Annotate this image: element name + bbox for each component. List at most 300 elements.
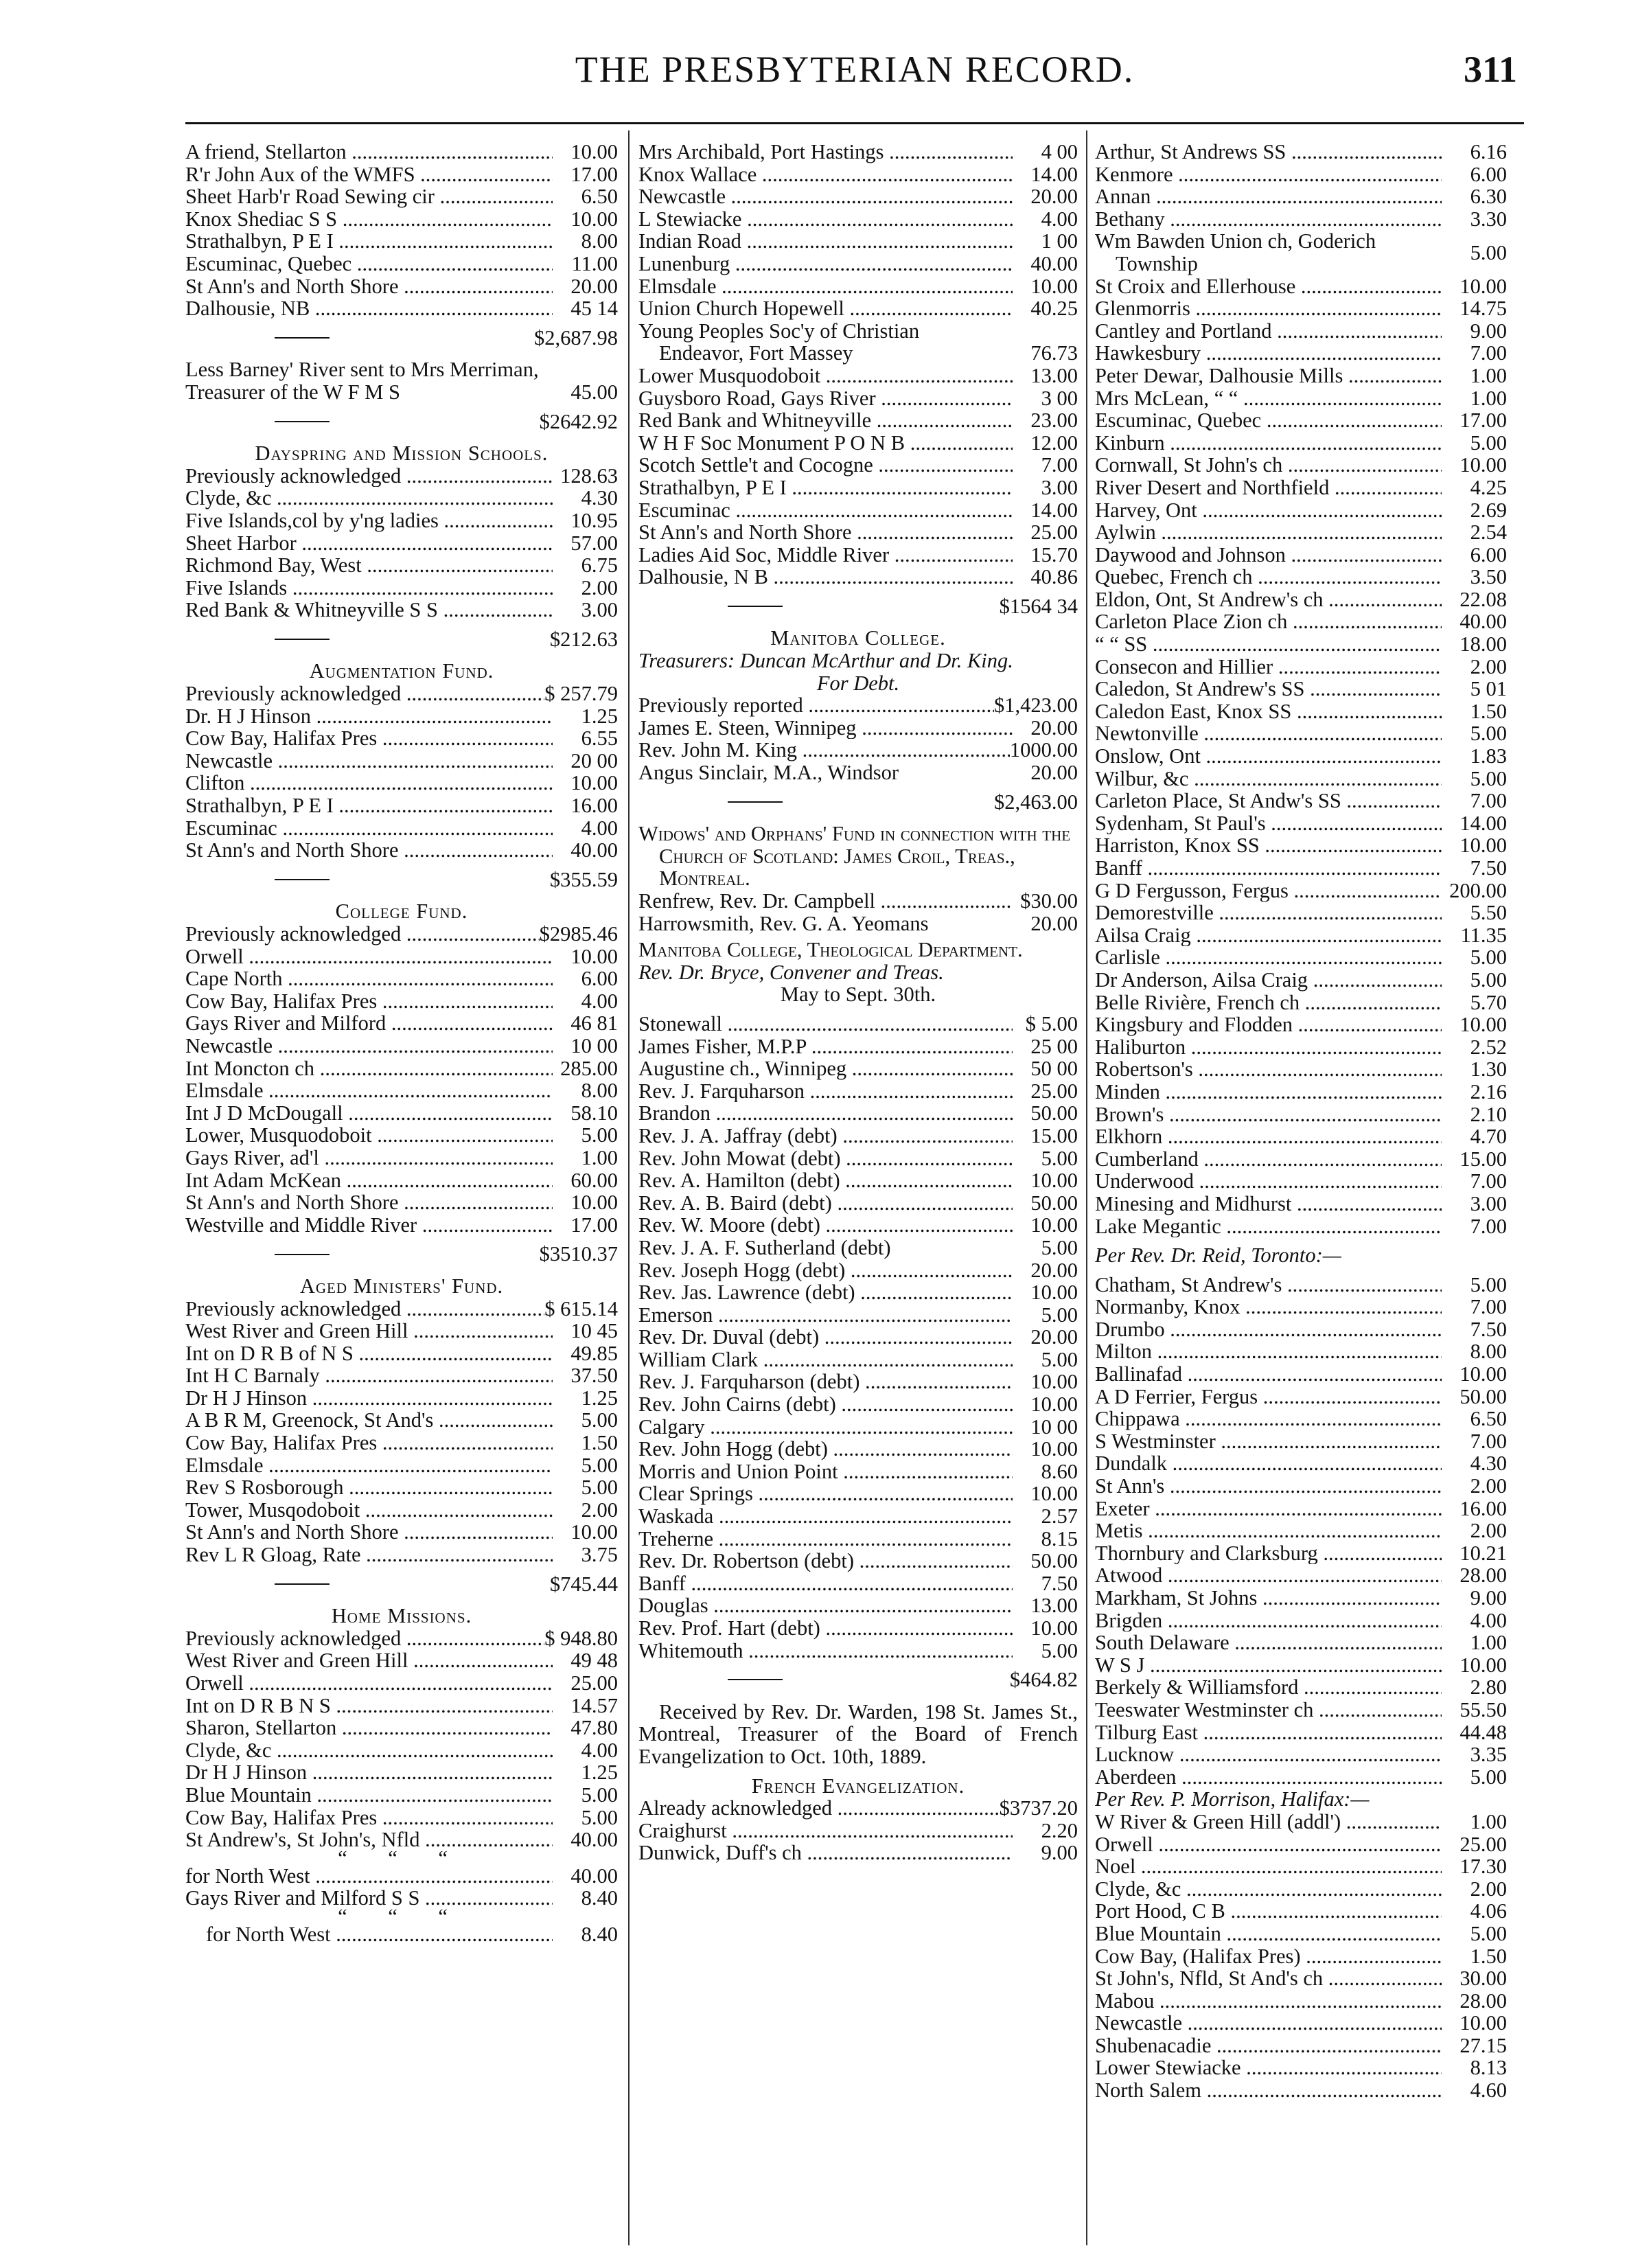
list-item bbox=[185, 1364, 618, 1387]
entry-name: Quebec, French ch ..... bbox=[1095, 566, 1442, 588]
entry-name: Clifton ..... bbox=[185, 772, 553, 794]
entry-name: Orwell ..... bbox=[185, 1672, 553, 1695]
list-item bbox=[1095, 342, 1507, 365]
entry-name: Gays River, ad'l ..... bbox=[185, 1147, 553, 1169]
entry-name: Harvey, Ont ..... bbox=[1095, 499, 1442, 522]
list-item bbox=[638, 1528, 1078, 1550]
page-header bbox=[185, 48, 1524, 96]
entry-amount: 5.50 bbox=[1470, 901, 1507, 925]
section-heading: Manitoba College. bbox=[770, 626, 946, 650]
section-heading: Per Rev. Dr. Reid, Toronto:— bbox=[1095, 1244, 1341, 1268]
entry-name: Gays River and Milford S S ..... bbox=[185, 1887, 553, 1910]
list-item bbox=[1095, 521, 1507, 544]
entry-amount: 5.00 bbox=[1470, 1765, 1507, 1789]
entry-name: Augustine ch., Winnipeg ..... bbox=[638, 1057, 1013, 1080]
entry-name: Sheet Harb'r Road Sewing cir ..... bbox=[185, 185, 553, 208]
entry-name: Dr H J Hinson ..... bbox=[185, 1387, 553, 1410]
entry-amount: 1.25 bbox=[581, 704, 618, 728]
entry-amount: 7.50 bbox=[1470, 856, 1507, 880]
entry-amount: $ 257.79 bbox=[544, 682, 618, 706]
entry-amount: 10.21 bbox=[1459, 1541, 1507, 1565]
entry-amount: 5.00 bbox=[1041, 1638, 1078, 1662]
entry-name: Calgary ..... bbox=[638, 1416, 1013, 1439]
list-item bbox=[1095, 141, 1507, 163]
list-item bbox=[1095, 297, 1507, 320]
list-item: Renfrew, Rev. Dr. Campbell ..... $30.00 bbox=[638, 890, 1078, 913]
list-item bbox=[185, 297, 618, 320]
list-item bbox=[1095, 1676, 1507, 1699]
entry-name: Dalhousie, NB ..... bbox=[185, 297, 553, 320]
list-item bbox=[1095, 1945, 1507, 1968]
entry-name: Consecon and Hillier ..... bbox=[1095, 656, 1442, 678]
entry-amount: 20.00 bbox=[570, 274, 618, 298]
entry-amount: 1.50 bbox=[1470, 699, 1507, 723]
entry-name: Int H C Barnaly ..... bbox=[185, 1364, 553, 1387]
entry-amount: 8.60 bbox=[1041, 1459, 1078, 1483]
list-section bbox=[185, 141, 618, 320]
list-item bbox=[638, 1438, 1078, 1461]
list-item bbox=[638, 1371, 1078, 1393]
entry-amount: 2.00 bbox=[581, 1498, 618, 1522]
entry-amount: 5.00 bbox=[581, 1123, 618, 1147]
entry-name: River Desert and Northfield ..... bbox=[1095, 477, 1442, 499]
entry-amount: 20 00 bbox=[570, 748, 618, 772]
entry-name: Lake Megantic ..... bbox=[1095, 1215, 1442, 1238]
entry-amount: 50.00 bbox=[1459, 1384, 1507, 1408]
column-2 bbox=[638, 141, 1078, 2242]
entry-name: West River and Green Hill ..... bbox=[185, 1320, 553, 1342]
section-total: $355.59 bbox=[185, 869, 618, 891]
entry-name: Cornwall, St John's ch ..... bbox=[1095, 454, 1442, 477]
section-total: $745.44 bbox=[185, 1573, 618, 1596]
section-heading: French Evangelization. bbox=[751, 1774, 965, 1798]
list-item bbox=[185, 253, 618, 275]
list-item bbox=[638, 1304, 1078, 1327]
entry-amount: 7.00 bbox=[1041, 453, 1078, 477]
list-item bbox=[1095, 1833, 1507, 1856]
entry-name: Rev. Dr. Robertson (debt) ..... bbox=[638, 1550, 1013, 1572]
list-item bbox=[638, 739, 1078, 761]
list-item bbox=[1095, 1408, 1507, 1430]
list-item: Angus Sinclair, M.A., Windsor 20.00 bbox=[638, 761, 1078, 785]
list-item bbox=[185, 1012, 618, 1035]
list-item bbox=[1095, 1654, 1507, 1677]
list-item bbox=[185, 839, 618, 862]
list-item bbox=[1095, 834, 1507, 857]
entry-name: Sheet Harbor ..... bbox=[185, 532, 553, 555]
entry-name: Annan ..... bbox=[1095, 185, 1442, 208]
list-item bbox=[638, 1505, 1078, 1528]
entry-amount: 7.00 bbox=[1470, 1429, 1507, 1453]
entry-amount: 10.00 bbox=[570, 944, 618, 968]
list-item bbox=[185, 1079, 618, 1102]
entry-amount: 40.00 bbox=[570, 838, 618, 862]
list-item bbox=[1095, 1967, 1507, 1990]
entry-name: St Croix and Ellerhouse ..... bbox=[1095, 275, 1442, 298]
entry-name: Robertson's ..... bbox=[1095, 1058, 1442, 1081]
entry-name: Rev. J. Farquharson (debt) ..... bbox=[638, 1371, 1013, 1393]
list-item bbox=[638, 208, 1078, 231]
entry-name: Brown's ..... bbox=[1095, 1103, 1442, 1126]
entry-name: Demorestville ..... bbox=[1095, 902, 1442, 924]
entry-name: Newcastle ..... bbox=[638, 185, 1013, 208]
list-item bbox=[638, 1594, 1078, 1617]
entry-amount: 44.48 bbox=[1459, 1720, 1507, 1744]
list-item bbox=[638, 1102, 1078, 1125]
list-item bbox=[1095, 902, 1507, 924]
entry-amount: 10 00 bbox=[1030, 1414, 1078, 1439]
list-item bbox=[1095, 1363, 1507, 1386]
list-item bbox=[1095, 1340, 1507, 1363]
entry-name: Rev. A. Hamilton (debt) ..... bbox=[638, 1169, 1013, 1192]
list-item bbox=[185, 1476, 618, 1499]
list-section bbox=[638, 1259, 1078, 1662]
entry-name: Kingsbury and Flodden ..... bbox=[1095, 1013, 1442, 1036]
list-item bbox=[638, 387, 1078, 410]
list-item bbox=[1095, 1631, 1507, 1654]
entry-name: Port Hood, C B ..... bbox=[1095, 1900, 1442, 1923]
list-item bbox=[185, 1035, 618, 1057]
entry-amount: 30.00 bbox=[1459, 1967, 1507, 1991]
list-item bbox=[185, 1387, 618, 1410]
entry-amount: 10.00 bbox=[1030, 1482, 1078, 1506]
entry-amount: 10.00 bbox=[1030, 1281, 1078, 1305]
entry-amount: 4 00 bbox=[1041, 141, 1078, 163]
entry-name: W H F Soc Monument P O N B ..... bbox=[638, 432, 1013, 455]
entry-amount: 5.00 bbox=[581, 1783, 618, 1807]
list-item bbox=[1095, 678, 1507, 700]
entry-amount: 3.30 bbox=[1470, 207, 1507, 231]
entry-name: Daywood and Johnson ..... bbox=[1095, 544, 1442, 566]
list-item bbox=[1095, 1811, 1507, 1833]
entry-amount: 60.00 bbox=[570, 1168, 618, 1192]
entry-name: Previously acknowledged ..... bbox=[185, 1627, 544, 1650]
entry-amount: 5.00 bbox=[1470, 1921, 1507, 1945]
entry-name: Escuminac, Quebec ..... bbox=[185, 253, 553, 275]
entry-name: Thornbury and Clarksburg ..... bbox=[1095, 1542, 1442, 1565]
note-paragraph: Received by Rev. Dr. Warden, 198 St. James St., Montreal, Treasurer of the Board of French Evangelization to Oct. 10th, 1889. bbox=[638, 1699, 1078, 1768]
entry-amount: 45 14 bbox=[570, 297, 618, 321]
entry-amount: 2.00 bbox=[1470, 654, 1507, 678]
entry-amount: 5.00 bbox=[1470, 946, 1507, 970]
entry-name: West River and Green Hill ..... bbox=[185, 1649, 553, 1672]
entry-name: Rev. John Hogg (debt) ..... bbox=[638, 1438, 1013, 1461]
entry-amount: 18.00 bbox=[1459, 632, 1507, 656]
entry-amount: $1,423.00 bbox=[994, 694, 1078, 718]
list-item bbox=[1095, 1386, 1507, 1408]
entry-name: Red Bank & Whitneyville S S ..... bbox=[185, 599, 553, 621]
entry-name: “ “ SS ..... bbox=[1095, 633, 1442, 656]
entry-name: Already acknowledged ..... bbox=[638, 1797, 1000, 1820]
entry-amount: 17.00 bbox=[570, 1213, 618, 1237]
entry-amount: 1.00 bbox=[1470, 386, 1507, 410]
entry-name: Caledon, St Andrew's SS ..... bbox=[1095, 678, 1442, 700]
list-item bbox=[1095, 1743, 1507, 1766]
entry-amount: 5.70 bbox=[1470, 990, 1507, 1014]
list-item bbox=[638, 230, 1078, 253]
list-section bbox=[1095, 275, 1507, 1238]
entry-name: Exeter ..... bbox=[1095, 1498, 1442, 1520]
entry-amount: $ 5.00 bbox=[1025, 1011, 1078, 1035]
list-item bbox=[1095, 185, 1507, 208]
entry-name: Emerson ..... bbox=[638, 1304, 1013, 1327]
entry-name: Eldon, Ont, St Andrew's ch ..... bbox=[1095, 588, 1442, 611]
entry-name: Aberdeen ..... bbox=[1095, 1766, 1442, 1789]
list-item bbox=[185, 208, 618, 231]
list-item bbox=[1095, 1170, 1507, 1193]
list-item bbox=[185, 1320, 618, 1342]
entry-amount: 17.00 bbox=[1459, 409, 1507, 433]
entry-amount: 2.54 bbox=[1470, 520, 1507, 545]
entry-amount: 14.00 bbox=[1459, 811, 1507, 835]
entry-name: Chatham, St Andrew's ..... bbox=[1095, 1274, 1442, 1296]
list-item bbox=[1095, 745, 1507, 768]
entry-amount: 3.50 bbox=[1470, 565, 1507, 589]
entry-name: North Salem ..... bbox=[1095, 2079, 1442, 2102]
list-item bbox=[638, 521, 1078, 544]
entry-name: Lower Musquodoboit ..... bbox=[638, 365, 1013, 387]
entry-name: L Stewiacke ..... bbox=[638, 208, 1013, 231]
entry-name: James E. Steen, Winnipeg ..... bbox=[638, 717, 1013, 740]
entry-name: Bethany ..... bbox=[1095, 208, 1442, 231]
entry-name: Clyde, &c ..... bbox=[185, 487, 553, 509]
entry-name: Markham, St Johns ..... bbox=[1095, 1587, 1442, 1610]
entry-amount: 2.00 bbox=[1470, 1474, 1507, 1498]
list-item bbox=[638, 566, 1078, 588]
entry-amount: 1.25 bbox=[581, 1386, 618, 1410]
section-heading: Aged Ministers' Fund. bbox=[299, 1274, 504, 1298]
list-item bbox=[185, 1784, 618, 1807]
entry-amount: 40.00 bbox=[1030, 251, 1078, 275]
entry-amount: 5.00 bbox=[581, 1453, 618, 1477]
entry-amount: 4.00 bbox=[1470, 1608, 1507, 1632]
entry-amount: 58.10 bbox=[570, 1101, 618, 1125]
entry-amount: 2.16 bbox=[1470, 1079, 1507, 1103]
entry-amount: 9.00 bbox=[1041, 1841, 1078, 1865]
list-item bbox=[1095, 924, 1507, 947]
entry-amount: 8.00 bbox=[581, 1079, 618, 1103]
list-item bbox=[1095, 857, 1507, 880]
entry-amount: 10.00 bbox=[570, 1191, 618, 1215]
list-item bbox=[638, 1482, 1078, 1505]
entry-amount: 3.35 bbox=[1470, 1743, 1507, 1767]
list-item bbox=[1095, 700, 1507, 723]
list-item bbox=[185, 1521, 618, 1544]
entry-amount: 2.10 bbox=[1470, 1102, 1507, 1126]
entry-amount: 1.50 bbox=[581, 1431, 618, 1455]
entry-amount: 16.00 bbox=[1459, 1496, 1507, 1520]
list-item bbox=[185, 275, 618, 298]
section-heading: College Fund. bbox=[335, 900, 468, 924]
entry-amount: 40.86 bbox=[1030, 565, 1078, 589]
entry-name: Onslow, Ont ..... bbox=[1095, 745, 1442, 768]
treasurers-line: Treasurers: Duncan McArthur and Dr. King. bbox=[638, 649, 1013, 673]
section-total: $464.82 bbox=[638, 1669, 1078, 1691]
list-item bbox=[1095, 946, 1507, 969]
entry-amount: 10.00 bbox=[1030, 274, 1078, 298]
entry-amount: 5.00 bbox=[1041, 1146, 1078, 1170]
list-item bbox=[1095, 1498, 1507, 1520]
entry-name: Aylwin ..... bbox=[1095, 521, 1442, 544]
list-item bbox=[1095, 610, 1507, 633]
entry-amount: 10.00 bbox=[1030, 1393, 1078, 1417]
entry-amount: 7.00 bbox=[1470, 789, 1507, 813]
entry-name: St Ann's ..... bbox=[1095, 1475, 1442, 1498]
entry-amount: 23.00 bbox=[1030, 409, 1078, 433]
list-item bbox=[1095, 1721, 1507, 1744]
list-item bbox=[638, 544, 1078, 566]
list-item bbox=[1095, 633, 1507, 656]
list-item bbox=[1095, 1520, 1507, 1542]
entry-amount: 13.00 bbox=[1030, 363, 1078, 387]
entry-name: Elmsdale ..... bbox=[185, 1079, 553, 1102]
section-heading: Manitoba College, Theological Department. bbox=[638, 938, 1023, 962]
entry-amount: 10.00 bbox=[1459, 834, 1507, 858]
entry-name: Int on D R B N S ..... bbox=[185, 1695, 553, 1717]
entry-name: Carlisle ..... bbox=[1095, 946, 1442, 969]
list-item bbox=[185, 727, 618, 750]
entry-name: Clear Springs ..... bbox=[638, 1482, 1013, 1505]
entry-name: St Ann's and North Shore ..... bbox=[638, 521, 1013, 544]
entry-name: Rev. J. Farquharson ..... bbox=[638, 1080, 1013, 1103]
list-item bbox=[1095, 1878, 1507, 1901]
entry-name: St Ann's and North Shore ..... bbox=[185, 275, 553, 298]
entry-name: Ailsa Craig ..... bbox=[1095, 924, 1442, 947]
list-item bbox=[1095, 1296, 1507, 1318]
entry-name: Hawkesbury ..... bbox=[1095, 342, 1442, 365]
entry-name: Stonewall ..... bbox=[638, 1013, 1013, 1035]
entry-name: Cow Bay, Halifax Pres ..... bbox=[185, 727, 553, 750]
entry-name: Carleton Place Zion ch ..... bbox=[1095, 610, 1442, 633]
entry-amount: 17.30 bbox=[1459, 1855, 1507, 1879]
entry-name: Chippawa ..... bbox=[1095, 1408, 1442, 1430]
entry-name: Wilbur, &c ..... bbox=[1095, 768, 1442, 790]
entry-amount: 50.00 bbox=[1030, 1191, 1078, 1215]
entry-name: Strathalbyn, P E I ..... bbox=[185, 230, 553, 253]
list-item bbox=[638, 1640, 1078, 1662]
list-item bbox=[185, 1169, 618, 1192]
entry-name: Drumbo ..... bbox=[1095, 1318, 1442, 1341]
entry-amount: 40.00 bbox=[1459, 610, 1507, 634]
list-item bbox=[1095, 1125, 1507, 1148]
list-item bbox=[185, 946, 618, 968]
list-item bbox=[185, 577, 618, 599]
entry-name: W S J ..... bbox=[1095, 1654, 1442, 1677]
list-item bbox=[638, 1820, 1078, 1842]
entry-name: Newcastle ..... bbox=[185, 1035, 553, 1057]
list-item bbox=[185, 1102, 618, 1125]
section-heading: Augmentation Fund. bbox=[309, 659, 494, 683]
entry-name: Cantley and Portland ..... bbox=[1095, 320, 1442, 343]
entry-name: Normanby, Knox ..... bbox=[1095, 1296, 1442, 1318]
section-total: $2,463.00 bbox=[638, 791, 1078, 814]
column-divider bbox=[628, 130, 630, 2245]
entry-amount: 1.00 bbox=[1470, 1809, 1507, 1833]
list-item: Wm Bawden Union ch, Goderich Township 5.00 bbox=[1095, 230, 1507, 275]
list-item bbox=[1095, 1990, 1507, 2013]
entry-name: W River & Green Hill (addl') ..... bbox=[1095, 1811, 1442, 1833]
list-item bbox=[1095, 432, 1507, 455]
entry-name: Underwood ..... bbox=[1095, 1170, 1442, 1193]
list-item bbox=[185, 1057, 618, 1080]
entry-name: Blue Mountain ..... bbox=[1095, 1923, 1442, 1945]
entry-amount: 28.00 bbox=[1459, 1989, 1507, 2013]
list-item bbox=[1095, 1900, 1507, 1923]
list-item bbox=[638, 694, 1078, 717]
entry-name: Dr. H J Hinson ..... bbox=[185, 705, 553, 728]
list-item bbox=[1095, 1766, 1507, 1789]
entry-name: Brandon ..... bbox=[638, 1102, 1013, 1125]
list-item bbox=[185, 465, 618, 488]
entry-amount: 14.57 bbox=[570, 1693, 618, 1717]
list-section bbox=[185, 465, 618, 621]
entry-name: Mrs McLean, “ “ ..... bbox=[1095, 387, 1442, 410]
entry-name: Douglas ..... bbox=[638, 1594, 1013, 1617]
list-item bbox=[1095, 2079, 1507, 2102]
list-item bbox=[185, 1124, 618, 1147]
list-item bbox=[185, 230, 618, 253]
list-item bbox=[185, 990, 618, 1013]
entry-amount: 46 81 bbox=[570, 1011, 618, 1035]
entry-amount: 3.75 bbox=[581, 1543, 618, 1567]
entry-name: Blue Mountain ..... bbox=[185, 1784, 553, 1807]
entry-amount: 15.70 bbox=[1030, 542, 1078, 566]
entry-amount: 4.06 bbox=[1470, 1899, 1507, 1923]
entry-amount: 7.50 bbox=[1470, 1317, 1507, 1341]
list-item bbox=[638, 454, 1078, 477]
entry-name: Carleton Place, St Andw's SS ..... bbox=[1095, 790, 1442, 812]
entry-name: A D Ferrier, Fergus ..... bbox=[1095, 1386, 1442, 1408]
list-item bbox=[638, 1617, 1078, 1640]
list-item bbox=[185, 1739, 618, 1762]
entry-name: Int Moncton ch ..... bbox=[185, 1057, 553, 1080]
period-line: May to Sept. 30th. bbox=[780, 983, 936, 1007]
entry-name: Newcastle ..... bbox=[185, 750, 553, 772]
section-total: $212.63 bbox=[185, 628, 618, 651]
entry-amount: 11.00 bbox=[571, 251, 618, 275]
list-item bbox=[638, 477, 1078, 499]
list-item bbox=[638, 141, 1078, 163]
entry-amount: 2.80 bbox=[1470, 1675, 1507, 1699]
entry-name: Lower Stewiacke ..... bbox=[1095, 2057, 1442, 2079]
list-item bbox=[185, 1672, 618, 1695]
entry-amount: 10.00 bbox=[570, 1520, 618, 1544]
entry-name: A friend, Stellarton ..... bbox=[185, 141, 553, 163]
list-item bbox=[638, 1035, 1078, 1058]
list-item bbox=[1095, 790, 1507, 812]
entry-amount: 5.00 bbox=[1041, 1347, 1078, 1371]
list-item bbox=[1095, 1610, 1507, 1632]
list-item bbox=[185, 1499, 618, 1522]
list-item bbox=[185, 1147, 618, 1169]
entry-amount: 28.00 bbox=[1459, 1563, 1507, 1588]
entry-amount: 6.00 bbox=[1470, 542, 1507, 566]
entry-amount: 15.00 bbox=[1030, 1123, 1078, 1147]
list-item bbox=[185, 1695, 618, 1717]
list-item bbox=[185, 1342, 618, 1365]
section-heading: Home Missions. bbox=[331, 1604, 472, 1628]
entry-name: Milton ..... bbox=[1095, 1340, 1442, 1363]
entry-amount: 14.00 bbox=[1030, 498, 1078, 522]
entry-amount: 8.15 bbox=[1041, 1526, 1078, 1550]
entry-amount: 8.00 bbox=[581, 229, 618, 253]
entry-amount: 9.00 bbox=[1470, 319, 1507, 343]
entry-name: Orwell ..... bbox=[1095, 1833, 1442, 1856]
entry-name: Elkhorn ..... bbox=[1095, 1125, 1442, 1148]
entry-name: Ladies Aid Soc, Middle River ..... bbox=[638, 544, 1013, 566]
list-item bbox=[638, 1169, 1078, 1192]
entry-amount: 4.00 bbox=[581, 1738, 618, 1762]
